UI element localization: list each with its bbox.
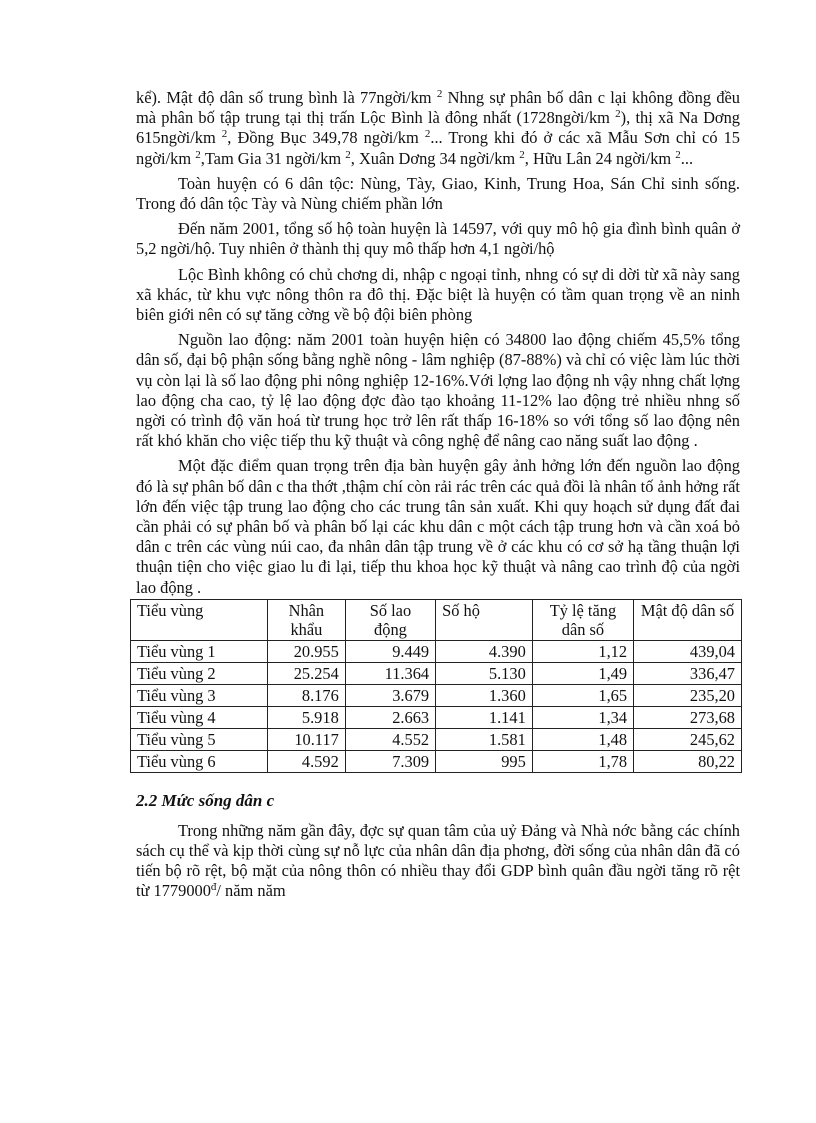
table-cell: 1.581 [436,728,533,750]
table-cell: 7.309 [345,750,435,772]
superscript: 2 [615,108,621,121]
paragraph [136,219,740,259]
text-run: Nhng sự phân bố dân c lại không đồng đều mà phân bố tập trung tại thị trấn Lộc Bình là đông nhất (1728ngời/km [136,88,740,128]
text-run: / năm năm [216,881,286,901]
table-header-cell: Nhân khẩu [267,599,345,640]
table-cell: 25.254 [267,662,345,684]
table-cell: 5.918 [267,706,345,728]
text-run: Nguồn lao động: năm 2001 toàn huyện hiện có 34800 lao động chiếm 45,5% tổng dân số, đại bộ phận sống bằng nghề nông - lâm nghiệp (87-88%) và chỉ có việc làm lúc thời vụ còn lại là số lao động phi nông nghiệp 12-16%.Với lợng lao động nh vậy nhng chất lợng lao động cha cao, tỷ lệ lao động đợc đào tạo khoảng 11-12% lao động trẻ nhiều nhng số ngời có trình độ văn hoá từ trung học trở lên rất thấp 16-18% so với tổng số lao động nên rất khó khăn cho việc tiếp thu kỹ thuật và công nghệ để nâng cao năng suất lao động . [136,330,740,451]
superscript: đ [210,881,217,894]
table-row [131,706,742,728]
table-cell: 439,04 [634,640,742,662]
document-page [136,88,740,902]
table-header-cell: Mật độ dân số [634,599,742,640]
table-cell: Tiểu vùng 2 [131,662,268,684]
paragraph [136,456,740,597]
body-text [136,88,740,598]
table-cell: 1.141 [436,706,533,728]
table-cell: 1,48 [532,728,633,750]
table-cell: 1,34 [532,706,633,728]
table-cell: Tiểu vùng 6 [131,750,268,772]
table-row [131,662,742,684]
table-cell: 4.592 [267,750,345,772]
table-row [131,728,742,750]
table-cell: 1,49 [532,662,633,684]
table-cell: 80,22 [634,750,742,772]
table-row [131,684,742,706]
text-run: kể). Mật độ dân số trung bình là 77ngời/km [136,88,437,107]
table-cell: 1.360 [436,684,533,706]
table-cell: 11.364 [345,662,435,684]
text-run: , Xuân Dơng 34 ngời/km [350,148,520,168]
text-run: Lộc Bình không có chủ chơng di, nhập c ngoại tỉnh, nhng có sự di dời từ xã này sang xã khác, từ khu vực nông thôn ra đô thị. Đặc biệt là huyện có tầm quan trọng về an ninh biên giới nên có sự tăng cờng về bộ đội biên phòng [136,264,740,325]
table-cell: 1,12 [532,640,633,662]
text-run: Trong những năm gần đây, đợc sự quan tâm của uỷ Đảng và Nhà nớc bằng các chính sách cụ thể và kịp thời cùng sự nỗ lực của nhân dân địa phơng, đời sống của nhân dân đã có tiến bộ rõ rệt, bộ mặt của nông thôn có nhiều thay đổi GDP bình quân đầu ngời tăng rõ rệt từ 1779000 [136,820,740,901]
table-cell: 1,65 [532,684,633,706]
table-cell: 336,47 [634,662,742,684]
text-run: ), thị xã Na Dơng 615ngời/km [136,108,740,148]
table-cell: 995 [436,750,533,772]
table-header-cell: Tiểu vùng [131,599,268,640]
paragraph [136,330,740,451]
superscript: 2 [424,128,431,141]
table-cell: Tiểu vùng 5 [131,728,268,750]
superscript: 2 [436,88,443,100]
table-cell: Tiểu vùng 1 [131,640,268,662]
table-cell: 3.679 [345,684,435,706]
table-header-cell: Số lao động [345,599,435,640]
superscript: 2 [195,148,201,161]
table-cell: 4.390 [436,640,533,662]
table-header-row [131,599,742,640]
section-paragraph [136,821,740,902]
text-run: , Hữu Lân 24 ngời/km [524,148,676,168]
superscript: 2 [221,128,228,141]
table-cell: 9.449 [345,640,435,662]
text-run: ... Trong khi đó ở các xã Mẫu Sơn chỉ có 15 ngời/km [136,128,740,168]
section-heading: 2.2 Mức sống dân c [136,790,275,810]
text-run: Một đặc điểm quan trọng trên địa bàn huyện gây ảnh hởng lớn đến nguồn lao động đó là sự phân bố dân c tha thớt ,thậm chí còn rải rác trên các quả đồi là nhân tố ảnh hởng rất lớn đến việc tập trung lao động cho các trung tân sản xuất. Khi quy hoạch sử dụng đất đai cần phải có sự phân bố và phân bố lại các khu dân c một cách tập trung hơn và cần xoá bỏ dân c trên các vùng núi cao, đa nhân dân tập trung về ở các khu có cơ sở hạ tầng thuận lợi thuận tiện cho việc giao lu đi lại, tiếp thu khoa học kỹ thuật và nâng cao trình độ của ngời lao động . [136,456,740,597]
table-header-cell: Số hộ [436,599,533,640]
table-cell: 20.955 [267,640,345,662]
table-cell: 8.176 [267,684,345,706]
paragraph [136,265,740,326]
superscript: 2 [675,148,681,161]
text-run: Đến năm 2001, tổng số hộ toàn huyện là 14597, với quy mô hộ gia đình bình quân ở 5,2 ngời/hộ. Tuy nhiên ở thành thị quy mô thấp hơn 4,1 ngời/hộ [136,219,740,259]
table-cell: 5.130 [436,662,533,684]
text-run: , Đồng Bục 349,78 ngời/km [227,128,425,148]
table-cell: Tiểu vùng 3 [131,684,268,706]
paragraph [136,174,740,214]
table-row [131,640,742,662]
text-run: Toàn huyện có 6 dân tộc: Nùng, Tày, Giao, Kinh, Trung Hoa, Sán Chỉ sinh sống. Trong đó dân tộc Tày và Nùng chiếm phần lớn [136,173,740,214]
table-row [131,750,742,772]
table-cell: 4.552 [345,728,435,750]
text-run: ,Tam Gia 31 ngời/km [200,148,346,168]
population-table [130,599,742,773]
superscript: 2 [519,148,525,161]
table-body [131,640,742,772]
paragraph [136,88,740,169]
table-cell: Tiểu vùng 4 [131,706,268,728]
table-cell: 273,68 [634,706,742,728]
superscript: 2 [345,148,351,161]
table-cell: 245,62 [634,728,742,750]
table-cell: 2.663 [345,706,435,728]
table-cell: 1,78 [532,750,633,772]
table-cell: 235,20 [634,684,742,706]
table-header-cell: Tỷ lệ tăng dân số [532,599,633,640]
text-run: ... [680,148,694,168]
table-cell: 10.117 [267,728,345,750]
